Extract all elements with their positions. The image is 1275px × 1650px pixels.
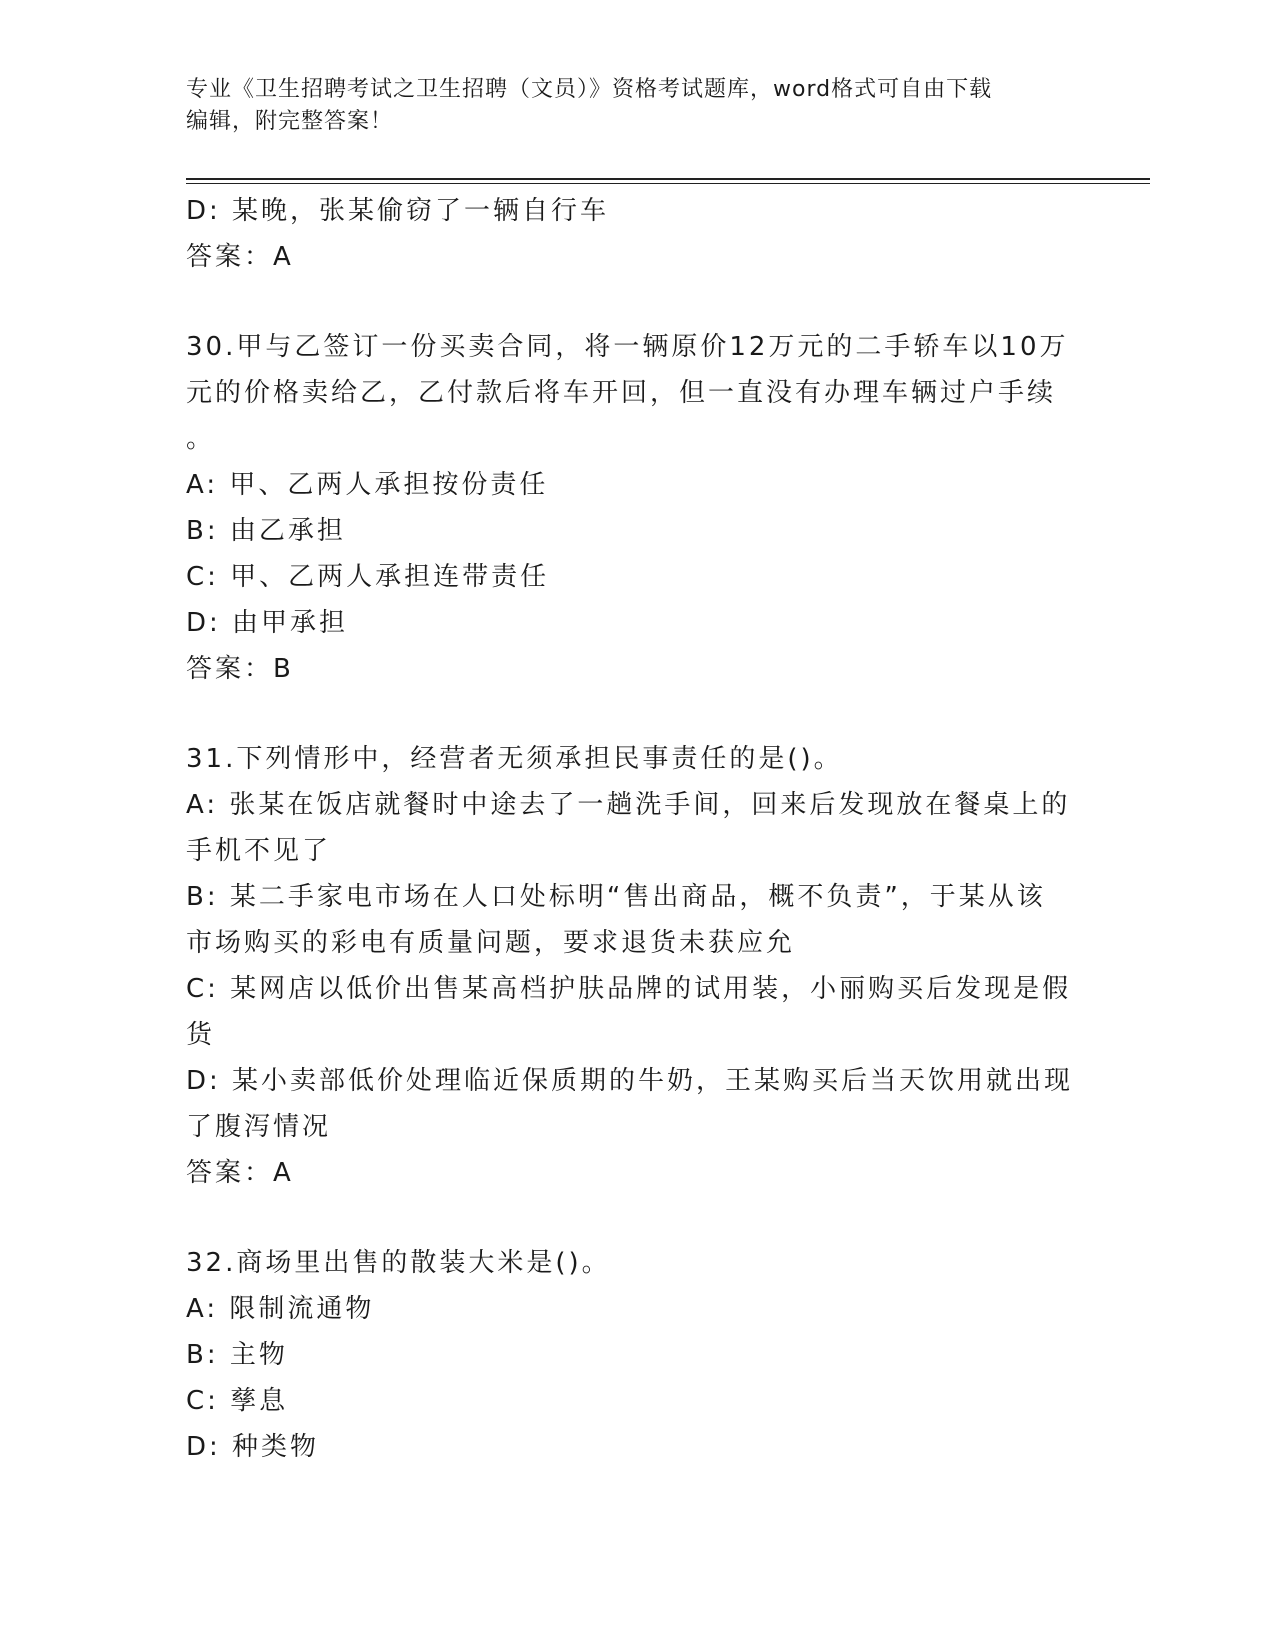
- spacer: [186, 280, 1076, 324]
- question-29-tail: [186, 188, 1076, 280]
- option-d: D: 由甲承担: [186, 608, 349, 638]
- option-c: C: 某网店以低价出售某高档护肤品牌的试用装，小丽购买后发现是假: [186, 974, 1072, 1004]
- question-31: [186, 736, 1076, 1196]
- question-stem-line: 30.甲与乙签订一份买卖合同，将一辆原价12万元的二手轿车以10万: [186, 332, 1069, 362]
- option-c: C: 孳息: [186, 1386, 289, 1416]
- option-b: B: 主物: [186, 1340, 288, 1370]
- option-a: A: 甲、乙两人承担按份责任: [186, 470, 549, 500]
- answer-line: 答案：A: [186, 1158, 294, 1188]
- option-d: D: 某晚，张某偷窃了一辆自行车: [186, 196, 610, 226]
- question-stem-line: 元的价格卖给乙，乙付款后将车开回，但一直没有办理车辆过户手续: [186, 378, 1057, 408]
- option-b: B: 由乙承担: [186, 516, 346, 546]
- page-header: [186, 74, 1066, 138]
- answer-line: 答案：A: [186, 242, 294, 272]
- question-32: [186, 1240, 1076, 1470]
- header-line-1: 专业《卫生招聘考试之卫生招聘（文员）》资格考试题库，word格式可自由下载: [186, 77, 993, 102]
- option-c-continued: 货: [186, 1020, 216, 1050]
- question-stem: 31.下列情形中，经营者无须承担民事责任的是()。: [186, 744, 843, 774]
- spacer: [186, 1196, 1076, 1240]
- question-30: [186, 324, 1076, 692]
- option-a-continued: 手机不见了: [186, 836, 332, 866]
- option-d-continued: 了腹泻情况: [186, 1112, 332, 1142]
- option-b: B: 某二手家电市场在人口处标明“售出商品，概不负责”，于某从该: [186, 882, 1046, 912]
- option-a: A: 限制流通物: [186, 1294, 375, 1324]
- option-c: C: 甲、乙两人承担连带责任: [186, 562, 550, 592]
- question-stem: 32.商场里出售的散装大米是()。: [186, 1248, 611, 1278]
- page-content: [186, 188, 1076, 1470]
- option-d: D: 某小卖部低价处理临近保质期的牛奶，王某购买后当天饮用就出现: [186, 1066, 1074, 1096]
- question-stem-line: 。: [186, 424, 216, 454]
- header-line-2: 编辑，附完整答案！: [186, 109, 394, 134]
- option-d: D: 种类物: [186, 1432, 320, 1462]
- header-divider-thick: [186, 178, 1150, 180]
- option-b-continued: 市场购买的彩电有质量问题，要求退货未获应允: [186, 928, 796, 958]
- header-divider-thin: [186, 183, 1150, 184]
- spacer: [186, 692, 1076, 736]
- option-a: A: 张某在饭店就餐时中途去了一趟洗手间，回来后发现放在餐桌上的: [186, 790, 1071, 820]
- answer-line: 答案：B: [186, 654, 294, 684]
